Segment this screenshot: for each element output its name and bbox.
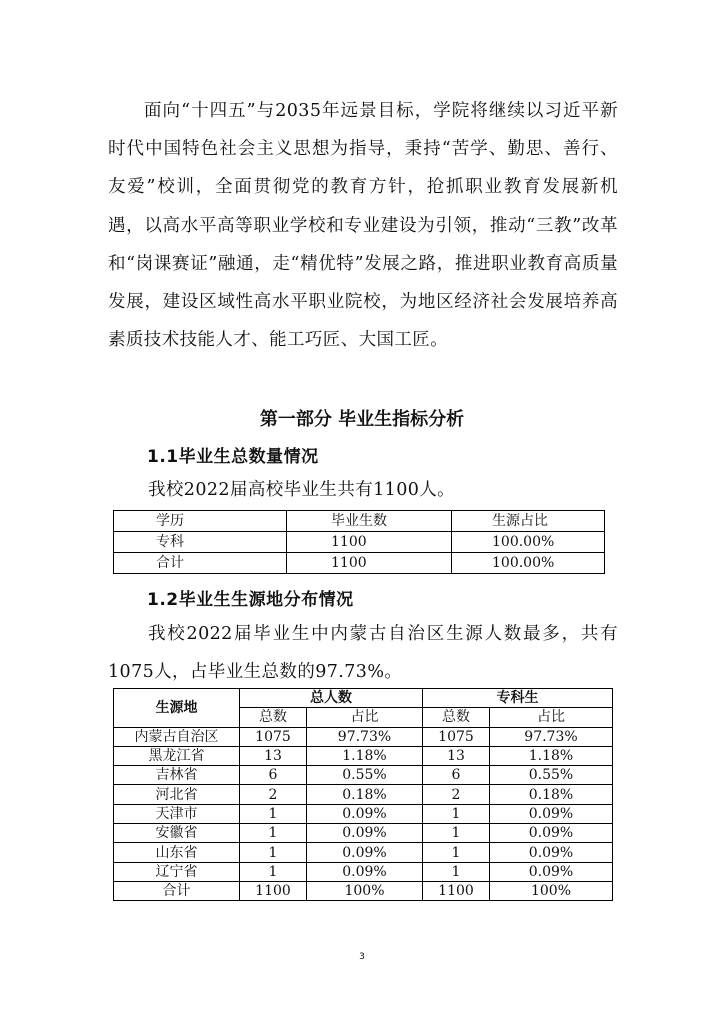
table-cell: 6: [423, 766, 490, 785]
header-total-group: 总人数: [240, 689, 423, 708]
table-row: [114, 553, 605, 574]
table-cell: 2: [423, 785, 490, 804]
table-row: [114, 804, 613, 823]
table-cell: 1100: [240, 881, 307, 900]
table-cell: 100.00%: [452, 532, 605, 553]
section-title: 第一部分 毕业生指标分析: [259, 409, 465, 430]
table-cell: 内蒙古自治区: [114, 727, 240, 746]
table-cell: 山东省: [114, 843, 240, 862]
table-cell: 0.09%: [490, 862, 613, 881]
table-cell: 1: [423, 843, 490, 862]
table-cell: 0.09%: [490, 824, 613, 843]
table-cell: 0.09%: [490, 804, 613, 823]
table-cell: 6: [240, 766, 307, 785]
header-count: 总数: [423, 708, 490, 727]
table-cell: 0.09%: [307, 824, 423, 843]
table-header-row: [114, 689, 613, 708]
table-row: [114, 727, 613, 746]
table-cell: 0.09%: [307, 804, 423, 823]
table-cell: 0.09%: [490, 843, 613, 862]
page-number: 3: [359, 952, 365, 962]
origin-table-body: [114, 727, 613, 901]
table-row: [114, 881, 613, 900]
header-specialty-group: 专科生: [423, 689, 613, 708]
heading-1-1: 1.1毕业生总数量情况: [147, 447, 319, 467]
table-cell: 0.09%: [307, 862, 423, 881]
graduate-total-table: [113, 510, 605, 574]
table-cell: 1100: [287, 553, 452, 574]
table-cell: 0.55%: [307, 766, 423, 785]
paragraph-1-1: 我校2022届高校毕业生共有1100人。: [148, 480, 456, 500]
table-cell: 1100: [423, 881, 490, 900]
table-header-cell: 毕业生数: [287, 511, 452, 532]
table-cell: 0.18%: [307, 785, 423, 804]
table-header-row: [114, 511, 605, 532]
table-row: [114, 766, 613, 785]
table-row: [114, 746, 613, 765]
table-row: [114, 785, 613, 804]
table-cell: 13: [423, 746, 490, 765]
table-cell: 1: [240, 804, 307, 823]
table-cell: 1075: [240, 727, 307, 746]
table-cell: 0.09%: [307, 843, 423, 862]
header-ratio: 占比: [490, 708, 613, 727]
table-cell: 1100: [287, 532, 452, 553]
table-cell: 合计: [114, 881, 240, 900]
table-row: [114, 843, 613, 862]
heading-1-2: 1.2毕业生生源地分布情况: [147, 590, 354, 610]
table-cell: 1.18%: [490, 746, 613, 765]
table-row: [114, 824, 613, 843]
table-header-cell: 生源占比: [452, 511, 605, 532]
header-ratio: 占比: [307, 708, 423, 727]
table-cell: 2: [240, 785, 307, 804]
table-cell: 吉林省: [114, 766, 240, 785]
table-cell: 1: [423, 804, 490, 823]
table-cell: 100.00%: [452, 553, 605, 574]
table-cell: 13: [240, 746, 307, 765]
table-cell: 黑龙江省: [114, 746, 240, 765]
table-cell: 1.18%: [307, 746, 423, 765]
table-header-cell: 学历: [114, 511, 287, 532]
table-cell: 天津市: [114, 804, 240, 823]
table-cell: 0.55%: [490, 766, 613, 785]
table-cell: 安徽省: [114, 824, 240, 843]
header-count: 总数: [240, 708, 307, 727]
origin-distribution-table: [113, 688, 613, 901]
table-cell: 1075: [423, 727, 490, 746]
intro-paragraph: 面向“十四五”与2035年远景目标，学院将继续以习近平新时代中国特色社会主义思想为指导，秉持“苦学、勤思、善行、友爱”校训，全面贯彻党的教育方针，抢抓职业教育发展新机遇，以高水平高等职业学校和专业建设为引领，推动“三教”改革和“岗课赛证”融通，走“精优特”发展之路，推进职业教育高质量发展，建设区域性高水平职业院校，为地区经济社会发展培养高素质技术技能人才、能工巧匠、大国工匠。: [108, 101, 618, 351]
table-cell: 辽宁省: [114, 862, 240, 881]
table-cell: 1: [423, 862, 490, 881]
table-cell: 0.18%: [490, 785, 613, 804]
table-cell: 100%: [490, 881, 613, 900]
table-cell: 100%: [307, 881, 423, 900]
table-cell: 1: [240, 824, 307, 843]
table-row: [114, 862, 613, 881]
table-cell: 1: [423, 824, 490, 843]
table-cell: 1: [240, 843, 307, 862]
table-cell: 合计: [114, 553, 287, 574]
table-cell: 河北省: [114, 785, 240, 804]
paragraph-1-2: 我校2022届毕业生中内蒙古自治区生源人数最多，共有1075人，占毕业生总数的97.73%。: [108, 624, 618, 682]
table-cell: 1: [240, 862, 307, 881]
table-row: [114, 532, 605, 553]
table-cell: 97.73%: [490, 727, 613, 746]
header-origin: 生源地: [114, 689, 240, 728]
table-cell: 97.73%: [307, 727, 423, 746]
table-cell: 专科: [114, 532, 287, 553]
